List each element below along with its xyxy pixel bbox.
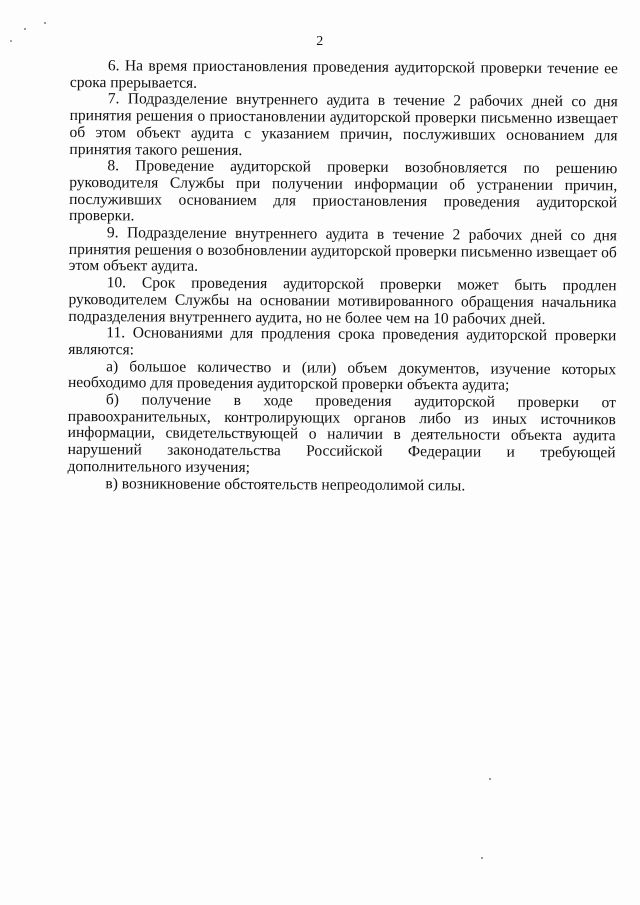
list-item-a: а) большое количество и (или) объем документов, изучение которых необходимо для проведения аудиторской проверки объекта аудита; bbox=[67, 357, 617, 395]
paragraph-7: 7. Подразделение внутреннего аудита в течение 2 рабочих дней со дня принятия решения о приостановлении аудиторской проверки письменно извещает об этом объект аудита с указанием причин, послуживших основанием для принятия такого решения. bbox=[69, 90, 618, 159]
scan-speck bbox=[481, 857, 483, 859]
paragraph-6: 6. На время приостановления проведения аудиторской проверки течение ее срока прерывается. bbox=[69, 57, 618, 92]
document-body bbox=[67, 58, 618, 496]
scan-speck bbox=[24, 28, 26, 30]
page-number: 2 bbox=[316, 34, 324, 49]
paragraph-8: 8. Проведение аудиторской проверки возобновляется по решению руководителя Службы при получении информации об устранении причин, послуживших основанием для приостановления проведения аудиторской проверки. bbox=[68, 157, 618, 225]
list-item-v: в) возникновение обстоятельств непреодолимой силы. bbox=[105, 474, 466, 495]
paragraph-11: 11. Основаниями для продления срока проведения аудиторской проверки являются: bbox=[68, 324, 617, 359]
scan-speck bbox=[489, 778, 491, 780]
paragraph-10: 10. Срок проведения аудиторской проверки может быть продлен руководителем Службы на основании мотивированного обращения начальника подразделения внутреннего аудита, но не более чем на 10 рабочих дней. bbox=[68, 274, 617, 328]
list-item-b: б) получение в ходе проведения аудиторской проверки от правоохранительных, контролирующих органов либо из иных источников информации, свидетельствующей о наличии в деятельности объекта аудита нарушений законодательства Российской Федерации и требующей дополнительного изучения; bbox=[67, 391, 616, 476]
scan-speck bbox=[44, 22, 46, 24]
paragraph-9: 9. Подразделение внутреннего аудита в течение 2 рабочих дней со дня принятия решения о возобновлении аудиторской проверки письменно извещает об этом объект аудита. bbox=[68, 224, 617, 276]
scan-speck bbox=[10, 40, 12, 42]
